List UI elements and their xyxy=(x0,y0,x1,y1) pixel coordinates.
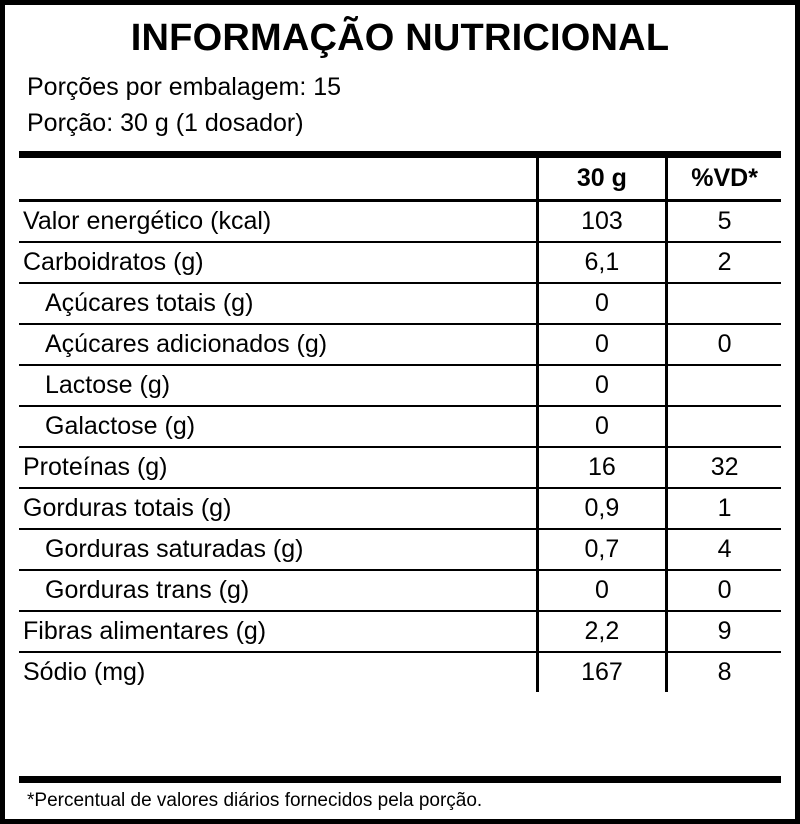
nutrient-name: Lactose (g) xyxy=(19,365,537,406)
nutrient-name: Gorduras trans (g) xyxy=(19,570,537,611)
table-header xyxy=(19,158,781,201)
table-row xyxy=(19,242,781,283)
page-title: INFORMAÇÃO NUTRICIONAL xyxy=(130,17,670,59)
nutrient-amount: 0,7 xyxy=(537,529,667,570)
column-header-nutrient xyxy=(19,158,537,201)
servings-block xyxy=(19,69,781,150)
table-row xyxy=(19,365,781,406)
nutrient-daily-value: 9 xyxy=(667,611,781,652)
nutrient-daily-value: 2 xyxy=(667,242,781,283)
nutrient-name: Valor energético (kcal) xyxy=(23,207,272,236)
table-row xyxy=(19,201,781,243)
footnote: *Percentual de valores diários fornecidos pela porção. xyxy=(27,790,483,812)
nutrient-name: Galactose (g) xyxy=(19,406,537,447)
nutrition-table xyxy=(19,158,781,692)
nutrient-amount: 0,9 xyxy=(537,488,667,529)
nutrient-name: Proteínas (g) xyxy=(19,447,537,488)
column-header-amount: 30 g xyxy=(537,158,667,201)
nutrient-daily-value xyxy=(667,365,781,406)
nutrient-amount: 6,1 xyxy=(537,242,667,283)
table-row xyxy=(19,406,781,447)
nutrient-amount: 0 xyxy=(537,406,667,447)
nutrient-daily-value: 32 xyxy=(667,447,781,488)
nutrient-daily-value: 5 xyxy=(667,201,781,243)
nutrient-name: Gorduras totais (g) xyxy=(19,488,537,529)
table-row xyxy=(19,570,781,611)
nutrient-name: Sódio (mg) xyxy=(19,652,537,692)
nutrient-daily-value: 0 xyxy=(667,324,781,365)
table-body xyxy=(19,201,781,693)
table-row xyxy=(19,283,781,324)
nutrient-name: Açúcares adicionados (g) xyxy=(19,324,537,365)
nutrient-amount: 103 xyxy=(537,201,667,243)
nutrient-name: Gorduras saturadas (g) xyxy=(19,529,537,570)
table-row xyxy=(19,652,781,692)
nutrient-daily-value xyxy=(667,406,781,447)
header-divider xyxy=(19,151,781,158)
nutrient-name: Carboidratos (g) xyxy=(19,242,537,283)
nutrient-amount: 167 xyxy=(537,652,667,692)
nutrient-amount: 0 xyxy=(537,283,667,324)
nutrient-amount: 16 xyxy=(537,447,667,488)
nutrient-amount: 0 xyxy=(537,570,667,611)
nutrient-daily-value: 8 xyxy=(667,652,781,692)
serving-size: Porção: 30 g (1 dosador) xyxy=(27,109,304,138)
table-row xyxy=(19,447,781,488)
servings-per-package: Porções por embalagem: 15 xyxy=(27,72,342,101)
table-row xyxy=(19,488,781,529)
nutrient-amount: 0 xyxy=(537,365,667,406)
nutrient-daily-value: 1 xyxy=(667,488,781,529)
nutrient-name: Fibras alimentares (g) xyxy=(19,611,537,652)
table-header-row xyxy=(19,158,781,201)
nutrient-name: Açúcares totais (g) xyxy=(19,283,537,324)
table-row xyxy=(19,324,781,365)
nutrient-amount: 2,2 xyxy=(537,611,667,652)
table-row xyxy=(19,611,781,652)
table-row xyxy=(19,529,781,570)
footnote-divider xyxy=(19,776,781,783)
nutrient-daily-value: 4 xyxy=(667,529,781,570)
nutrient-daily-value xyxy=(667,283,781,324)
nutrient-daily-value: 0 xyxy=(667,570,781,611)
nutrient-amount: 0 xyxy=(537,324,667,365)
column-header-daily-value: %VD* xyxy=(667,158,781,201)
